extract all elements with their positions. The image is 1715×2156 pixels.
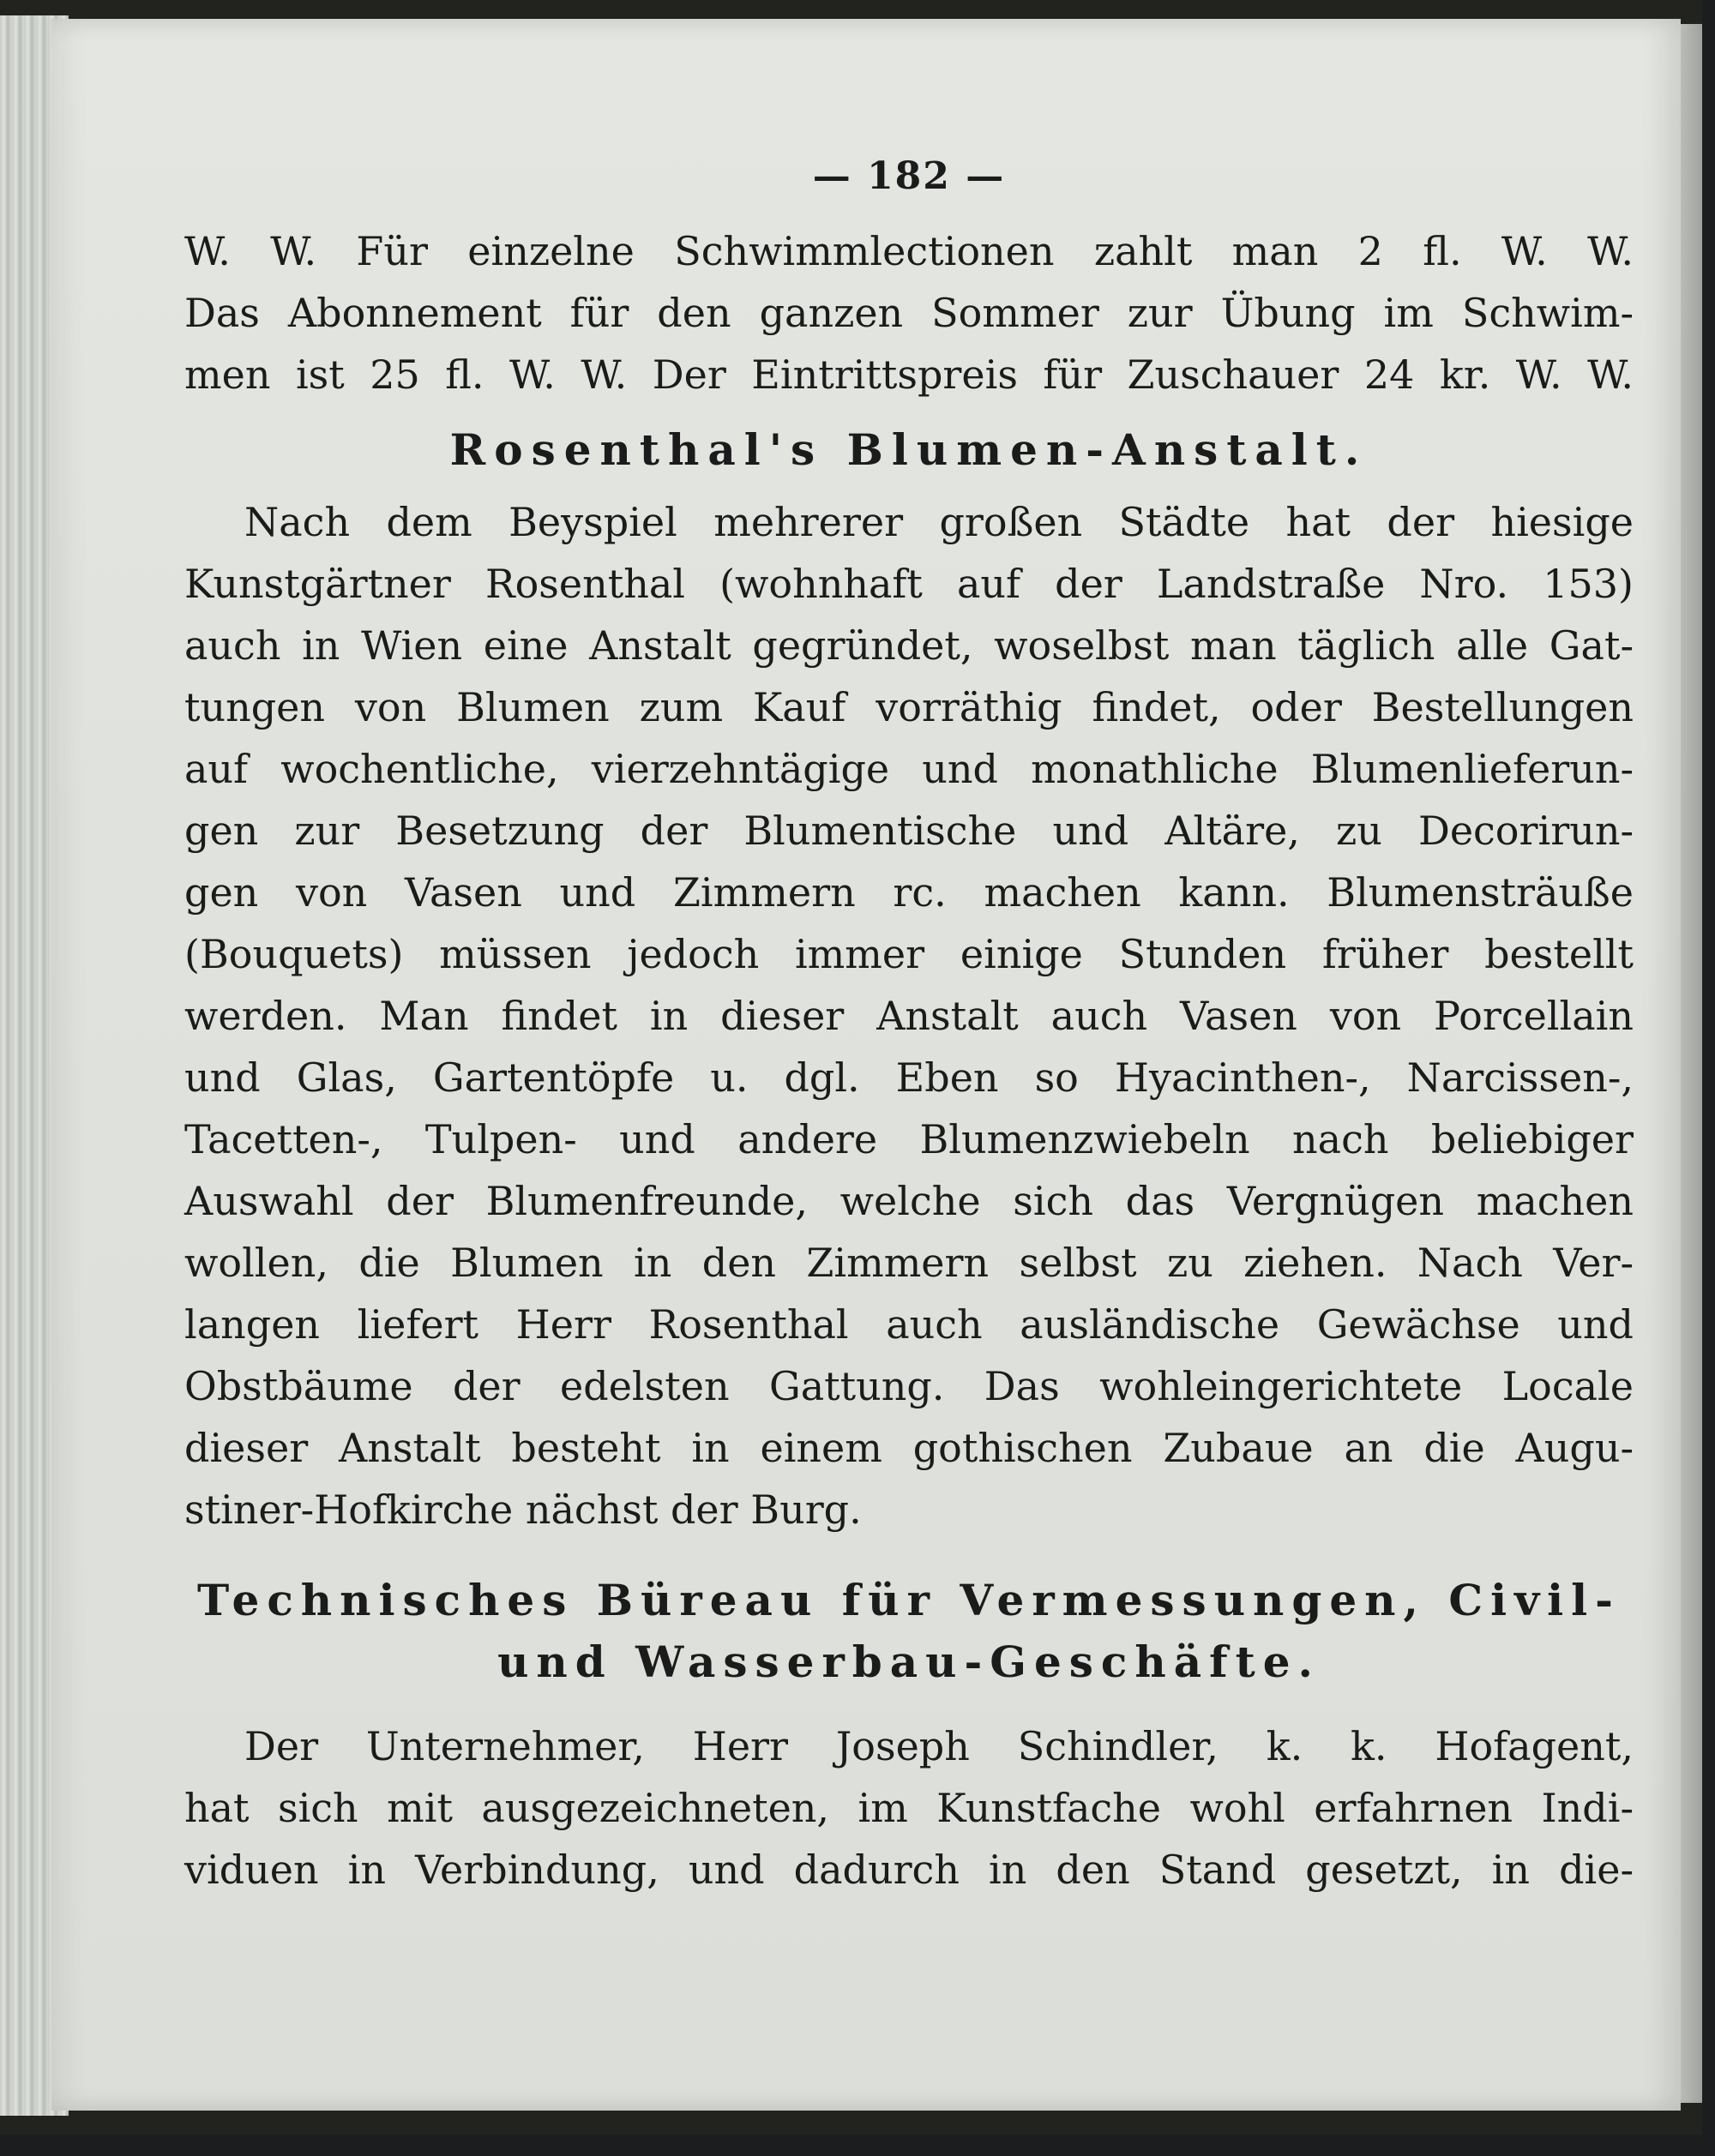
text-line: Auswahl der Blumenfreunde, welche sich das Vergnügen machen bbox=[184, 1178, 1634, 1224]
text-line: stiner-Hofkirche nächst der Burg. bbox=[184, 1486, 862, 1533]
text-line: tungen von Blumen zum Kauf vorräthig findet, oder Bestellungen bbox=[184, 684, 1634, 730]
text-line: Kunstgärtner Rosenthal (wohnhaft auf der Landstraße Nro. 153) bbox=[184, 561, 1634, 607]
text-line: Nach dem Beyspiel mehrerer großen Städte hat der hiesige bbox=[244, 499, 1634, 545]
text-line: auf wochentliche, vierzehntägige und monathliche Blumenlieferun- bbox=[184, 746, 1634, 792]
text-line: viduen in Verbindung, und dadurch in den Stand gesetzt, in die- bbox=[184, 1847, 1634, 1893]
paragraph-swimming bbox=[184, 220, 1634, 405]
text-line: und Glas, Gartentöpfe u. dgl. Eben so Hyacinthen-, Narcissen-, bbox=[184, 1054, 1634, 1101]
heading-line: und Wasserbau-Geschäfte. bbox=[497, 1637, 1321, 1687]
text-line: gen zur Besetzung der Blumentische und Altäre, zu Decorirun- bbox=[184, 808, 1634, 854]
text-line: werden. Man findet in dieser Anstalt auch Vasen von Porcellain bbox=[184, 993, 1634, 1039]
paragraph-bureau bbox=[184, 1715, 1634, 1901]
text-line: langen liefert Herr Rosenthal auch ausländische Gewächse und bbox=[184, 1301, 1634, 1348]
text-line: men ist 25 fl. W. W. Der Eintrittspreis für Zuschauer 24 kr. W. W. bbox=[184, 351, 1634, 398]
text-line: Der Unternehmer, Herr Joseph Schindler, k. k. Hofagent, bbox=[244, 1723, 1634, 1769]
section-heading-rosenthal: Rosenthal's Blumen-Anstalt. bbox=[449, 424, 1369, 475]
heading-line: Technisches Büreau für Vermessungen, Civil- bbox=[197, 1575, 1621, 1625]
text-line: Das Abonnement für den ganzen Sommer zur Übung im Schwim- bbox=[184, 290, 1634, 336]
text-line: gen von Vasen und Zimmern rc. machen kann. Blumensträuße bbox=[184, 869, 1634, 916]
text-line: W. W. Für einzelne Schwimmlectionen zahlt man 2 fl. W. W. bbox=[184, 228, 1634, 274]
text-line: Tacetten-, Tulpen- und andere Blumenzwiebeln nach beliebiger bbox=[184, 1116, 1634, 1162]
page-number: — 182 — bbox=[812, 154, 1006, 198]
text-line: (Bouquets) müssen jedoch immer einige Stunden früher bestellt bbox=[184, 931, 1634, 977]
text-line: wollen, die Blumen in den Zimmern selbst zu ziehen. Nach Ver- bbox=[184, 1240, 1634, 1286]
page-text bbox=[184, 154, 1634, 1901]
text-line: hat sich mit ausgezeichneten, im Kunstfache wohl erfahrnen Indi- bbox=[184, 1785, 1634, 1831]
text-line: Obstbäume der edelsten Gattung. Das wohleingerichtete Locale bbox=[184, 1363, 1634, 1409]
paragraph-rosenthal bbox=[184, 491, 1634, 1540]
text-line: auch in Wien eine Anstalt gegründet, woselbst man täglich alle Gat- bbox=[184, 622, 1634, 669]
right-page-edge bbox=[1681, 24, 1702, 2103]
text-line: dieser Anstalt besteht in einem gothischen Zubaue an die Augu- bbox=[184, 1425, 1634, 1471]
section-heading-bureau bbox=[184, 1570, 1634, 1693]
